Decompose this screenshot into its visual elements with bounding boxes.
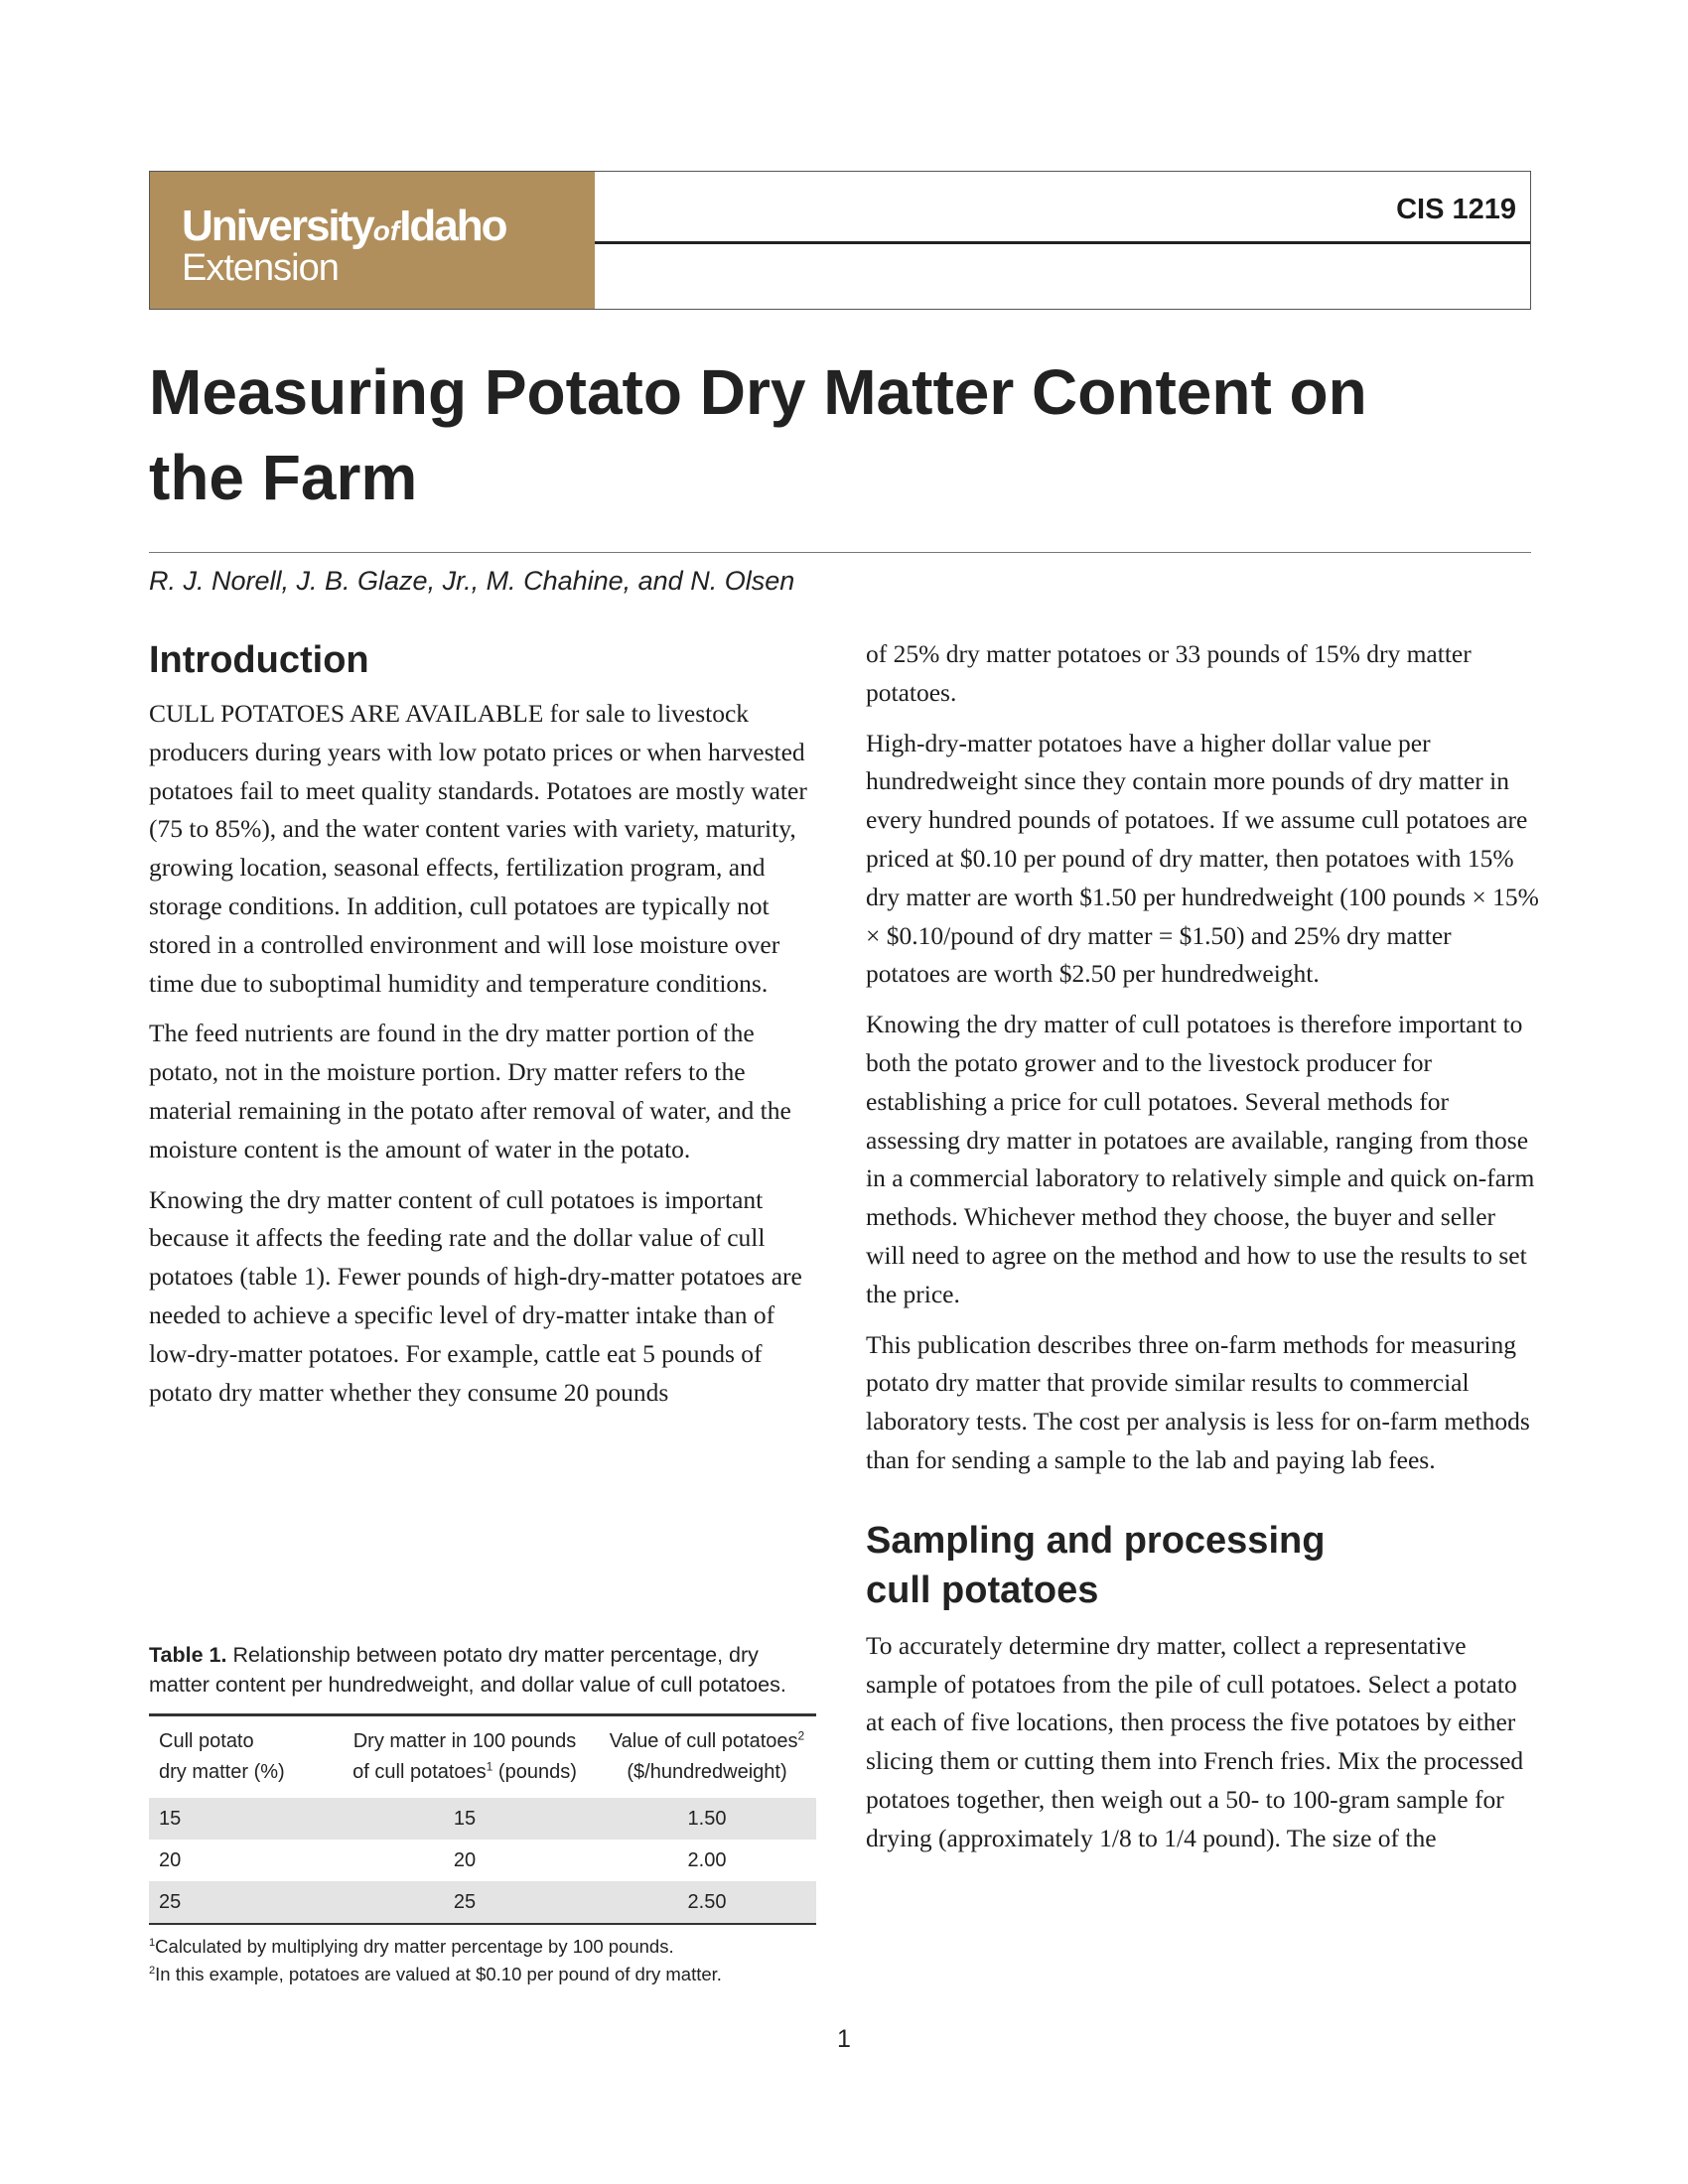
logo-idaho-text: Idaho [399,202,506,250]
footnote-marker: 1 [149,1936,156,1949]
author-list: R. J. Norell, J. B. Glaze, Jr., M. Chahine, and N. Olsen [149,566,795,596]
university-logo [150,172,595,309]
column-header-text: (pounds) [492,1761,577,1783]
paragraph: This publication describes three on-farm methods for measuring potato dry matter that provide similar results to commercial laboratory tests. The cost per analysis is less for on-farm methods than for sending a sample to the lab and paying lab fees. [866,1329,1530,1474]
table-cell: 15 [453,1807,477,1830]
footnote-text: In this example, potatoes are valued at $0.10 per pound of dry matter. [155,1964,722,1984]
paragraph: High-dry-matter potatoes have a higher dollar value per hundredweight since they contain more pounds of dry matter in every hundred pounds of potatoes. If we assume cull potatoes are priced at $0.10 per pound of dry matter, then potatoes with 15% dry matter are worth $1.50 per hundredweight (100 pounds × 15% × $0.10/pound of dry matter = $1.50) and 25% dry matter potatoes are worth $2.50 per hundredweight. [866,728,1539,989]
publication-number: CIS 1219 [1396,194,1516,225]
footnote-text: Calculated by multiplying dry matter percentage by 100 pounds. [155,1936,674,1957]
column-header-text: of cull potatoes [352,1761,487,1783]
document-title: Measuring Potato Dry Matter Content on the Farm [149,356,1367,513]
column-header [598,1715,816,1799]
paragraph: Knowing the dry matter of cull potatoes is therefore important to both the potato grower and to the livestock producer for establishing a price for cull potatoes. Several methods for assessing dry matter in potatoes are available, ranging from those in a commercial laboratory to relatively simple and quick on-farm methods. Whichever method they choose, the buyer and seller will need to agree on the method and how to use the results to set the price. [866,1010,1535,1308]
footnote-marker: 1 [486,1759,493,1774]
table-caption-text: Relationship between potato dry matter percentage, dry matter content per hundredweight, and dollar value of cull potatoes. [149,1643,786,1697]
paragraph: To accurately determine dry matter, collect a representative sample of potatoes from the pile of cull potatoes. Select a potato at each of five locations, then process the five potatoes by either slicing them or cutting them into French fries. Mix the processed potatoes together, then weigh out a 50- to 100-gram sample for drying (approximately 1/8 to 1/4 pound). The size of the [866,1630,1524,1852]
title-divider [149,552,1531,553]
table-cell: 2.00 [687,1848,727,1871]
column-header-text: Value of cull potatoes [609,1730,798,1752]
table-footnotes [149,1933,816,1988]
table-cell: 1.50 [687,1807,727,1830]
logo-university-text: University [182,202,373,250]
paragraph: The feed nutrients are found in the dry matter portion of the potato, not in the moisture portion. Dry matter refers to the material remaining in the potato after removal of water, and the moisture content is the amount of water in the potato. [149,1019,791,1163]
table-header-row [149,1715,816,1799]
table-cell: 2.50 [687,1890,727,1913]
column-header-text: ($/hundredweight) [627,1761,787,1783]
right-column [866,635,1541,1870]
table-caption [149,1640,816,1700]
table-cell: 20 [159,1848,182,1871]
footnote-marker: 2 [149,1964,156,1977]
column-header [149,1715,332,1799]
section-heading-sampling: Sampling and processing cull potatoes [866,1519,1326,1611]
column-header-text: Dry matter in 100 pounds [352,1730,577,1752]
column-header-text: dry matter (%) [159,1761,285,1783]
page-number: 1 [837,2025,851,2053]
table-row [149,1798,816,1840]
table-cell: 25 [159,1890,182,1913]
table-caption-label: Table 1. [149,1643,227,1667]
table-cell: 20 [453,1848,477,1871]
column-header-text: Cull potato [159,1730,254,1752]
paragraph: Knowing the dry matter content of cull potatoes is important because it affects the feeding rate and the dollar value of cull potatoes (table 1). Fewer pounds of high-dry-matter potatoes are needed to achieve a specific level of dry-matter intake than of low-dry-matter potatoes. For example, cattle eat 5 pounds of potato dry matter whether they consume 20 pounds [149,1184,802,1407]
table-footnote [149,1933,816,1961]
column-header [332,1715,598,1799]
publication-header [149,171,1531,310]
logo-wordmark [182,202,506,251]
table-cell: 25 [453,1890,477,1913]
table-footnote [149,1961,816,1988]
table-cell: 15 [159,1807,182,1830]
logo-of-text: of [372,215,400,246]
logo-extension-text: Extension [182,247,339,289]
table-row [149,1840,816,1881]
paragraph: of 25% dry matter potatoes or 33 pounds of 15% dry matter potatoes. [866,639,1472,707]
table-row [149,1881,816,1924]
left-column [149,635,824,1424]
footnote-marker: 2 [797,1728,805,1743]
paragraph: CULL POTATOES ARE AVAILABLE for sale to livestock producers during years with low potato prices or when harvested potatoes fail to meet quality standards. Potatoes are mostly water (75 to 85%), and the water content varies with variety, maturity, growing location, seasonal effects, fertilization program, and storage conditions. In addition, cull potatoes are typically not stored in a controlled environment and will lose moisture over time due to suboptimal humidity and temperature conditions. [149,699,807,998]
dry-matter-table [149,1713,816,1925]
table-1-block [149,1640,816,1988]
section-heading-introduction: Introduction [149,639,369,681]
header-divider [595,241,1530,244]
